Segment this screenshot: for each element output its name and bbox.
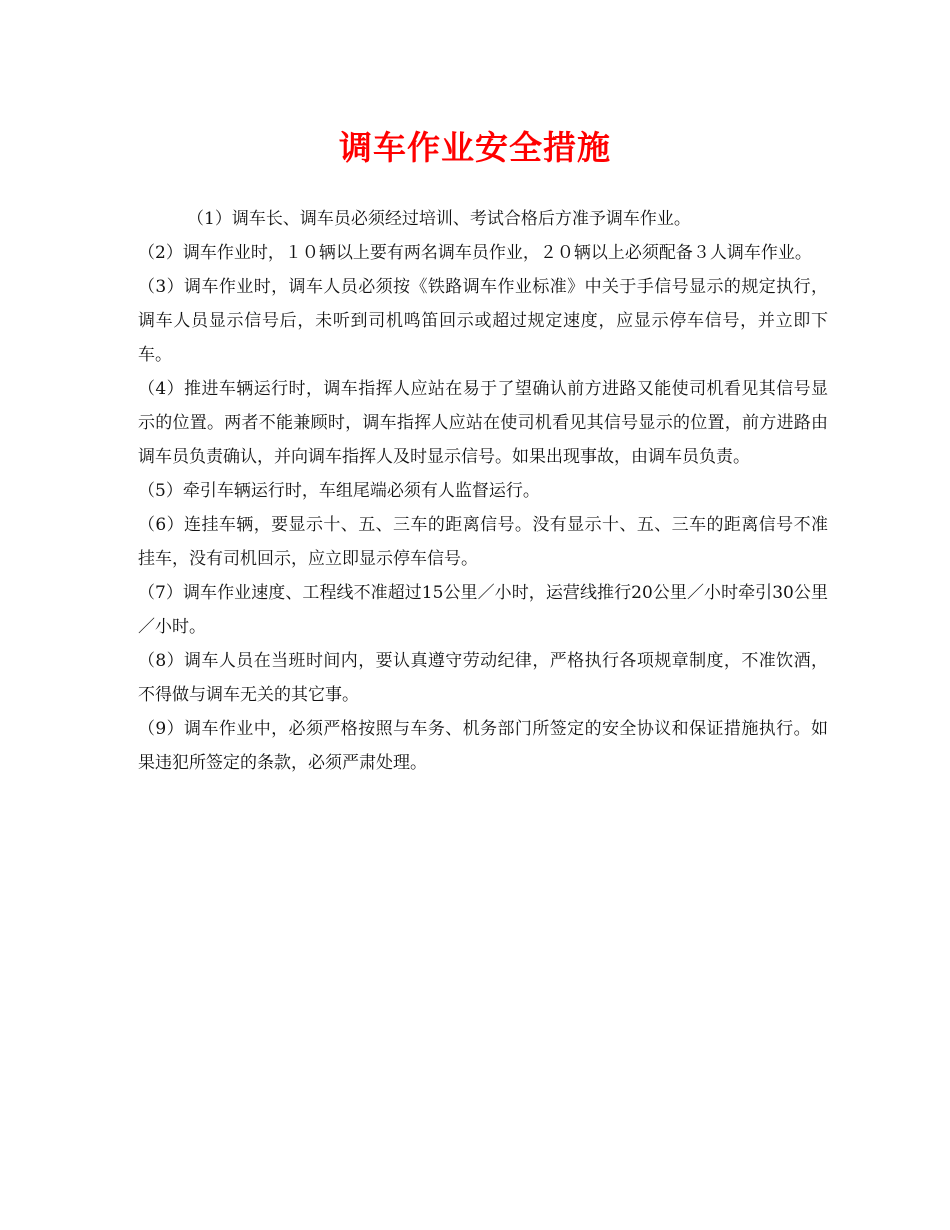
paragraph-3: （3）调车作业时，调车人员必须按《铁路调车作业标准》中关于手信号显示的规定执行，调车人员显示信号后，未听到司机鸣笛回示或超过规定速度，应显示停车信号，并立即下车。: [138, 277, 828, 365]
document-body: [138, 202, 828, 780]
paragraph-2: （2）调车作业时，１０辆以上要有两名调车员作业，２０辆以上必须配备３人调车作业。: [138, 243, 812, 263]
paragraph-7: （7）调车作业速度、工程线不准超过15公里／小时，运营线推行20公里／小时牵引30公里／小时。: [138, 583, 828, 637]
paragraph-6: （6）连挂车辆，要显示十、五、三车的距离信号。没有显示十、五、三车的距离信号不准挂车，没有司机回示，应立即显示停车信号。: [138, 515, 828, 569]
paragraph-4: （4）推进车辆运行时，调车指挥人应站在易于了望确认前方进路又能使司机看见其信号显示的位置。两者不能兼顾时，调车指挥人应站在使司机看见其信号显示的位置，前方进路由调车员负责确认，并向调车指挥人及时显示信号。如果出现事故，由调车员负责。: [138, 379, 828, 467]
paragraph-8: （8）调车人员在当班时间内，要认真遵守劳动纪律，严格执行各项规章制度，不准饮酒，不得做与调车无关的其它事。: [138, 651, 828, 705]
paragraph-9: （9）调车作业中，必须严格按照与车务、机务部门所签定的安全协议和保证措施执行。如果违犯所签定的条款，必须严肃处理。: [138, 719, 828, 773]
document-title: 调车作业安全措施: [339, 128, 611, 167]
paragraph-5: （5）牵引车辆运行时，车组尾端必须有人监督运行。: [138, 481, 540, 501]
paragraph-1: （1）调车长、调车员必须经过培训、考试合格后方准予调车作业。: [187, 209, 691, 229]
